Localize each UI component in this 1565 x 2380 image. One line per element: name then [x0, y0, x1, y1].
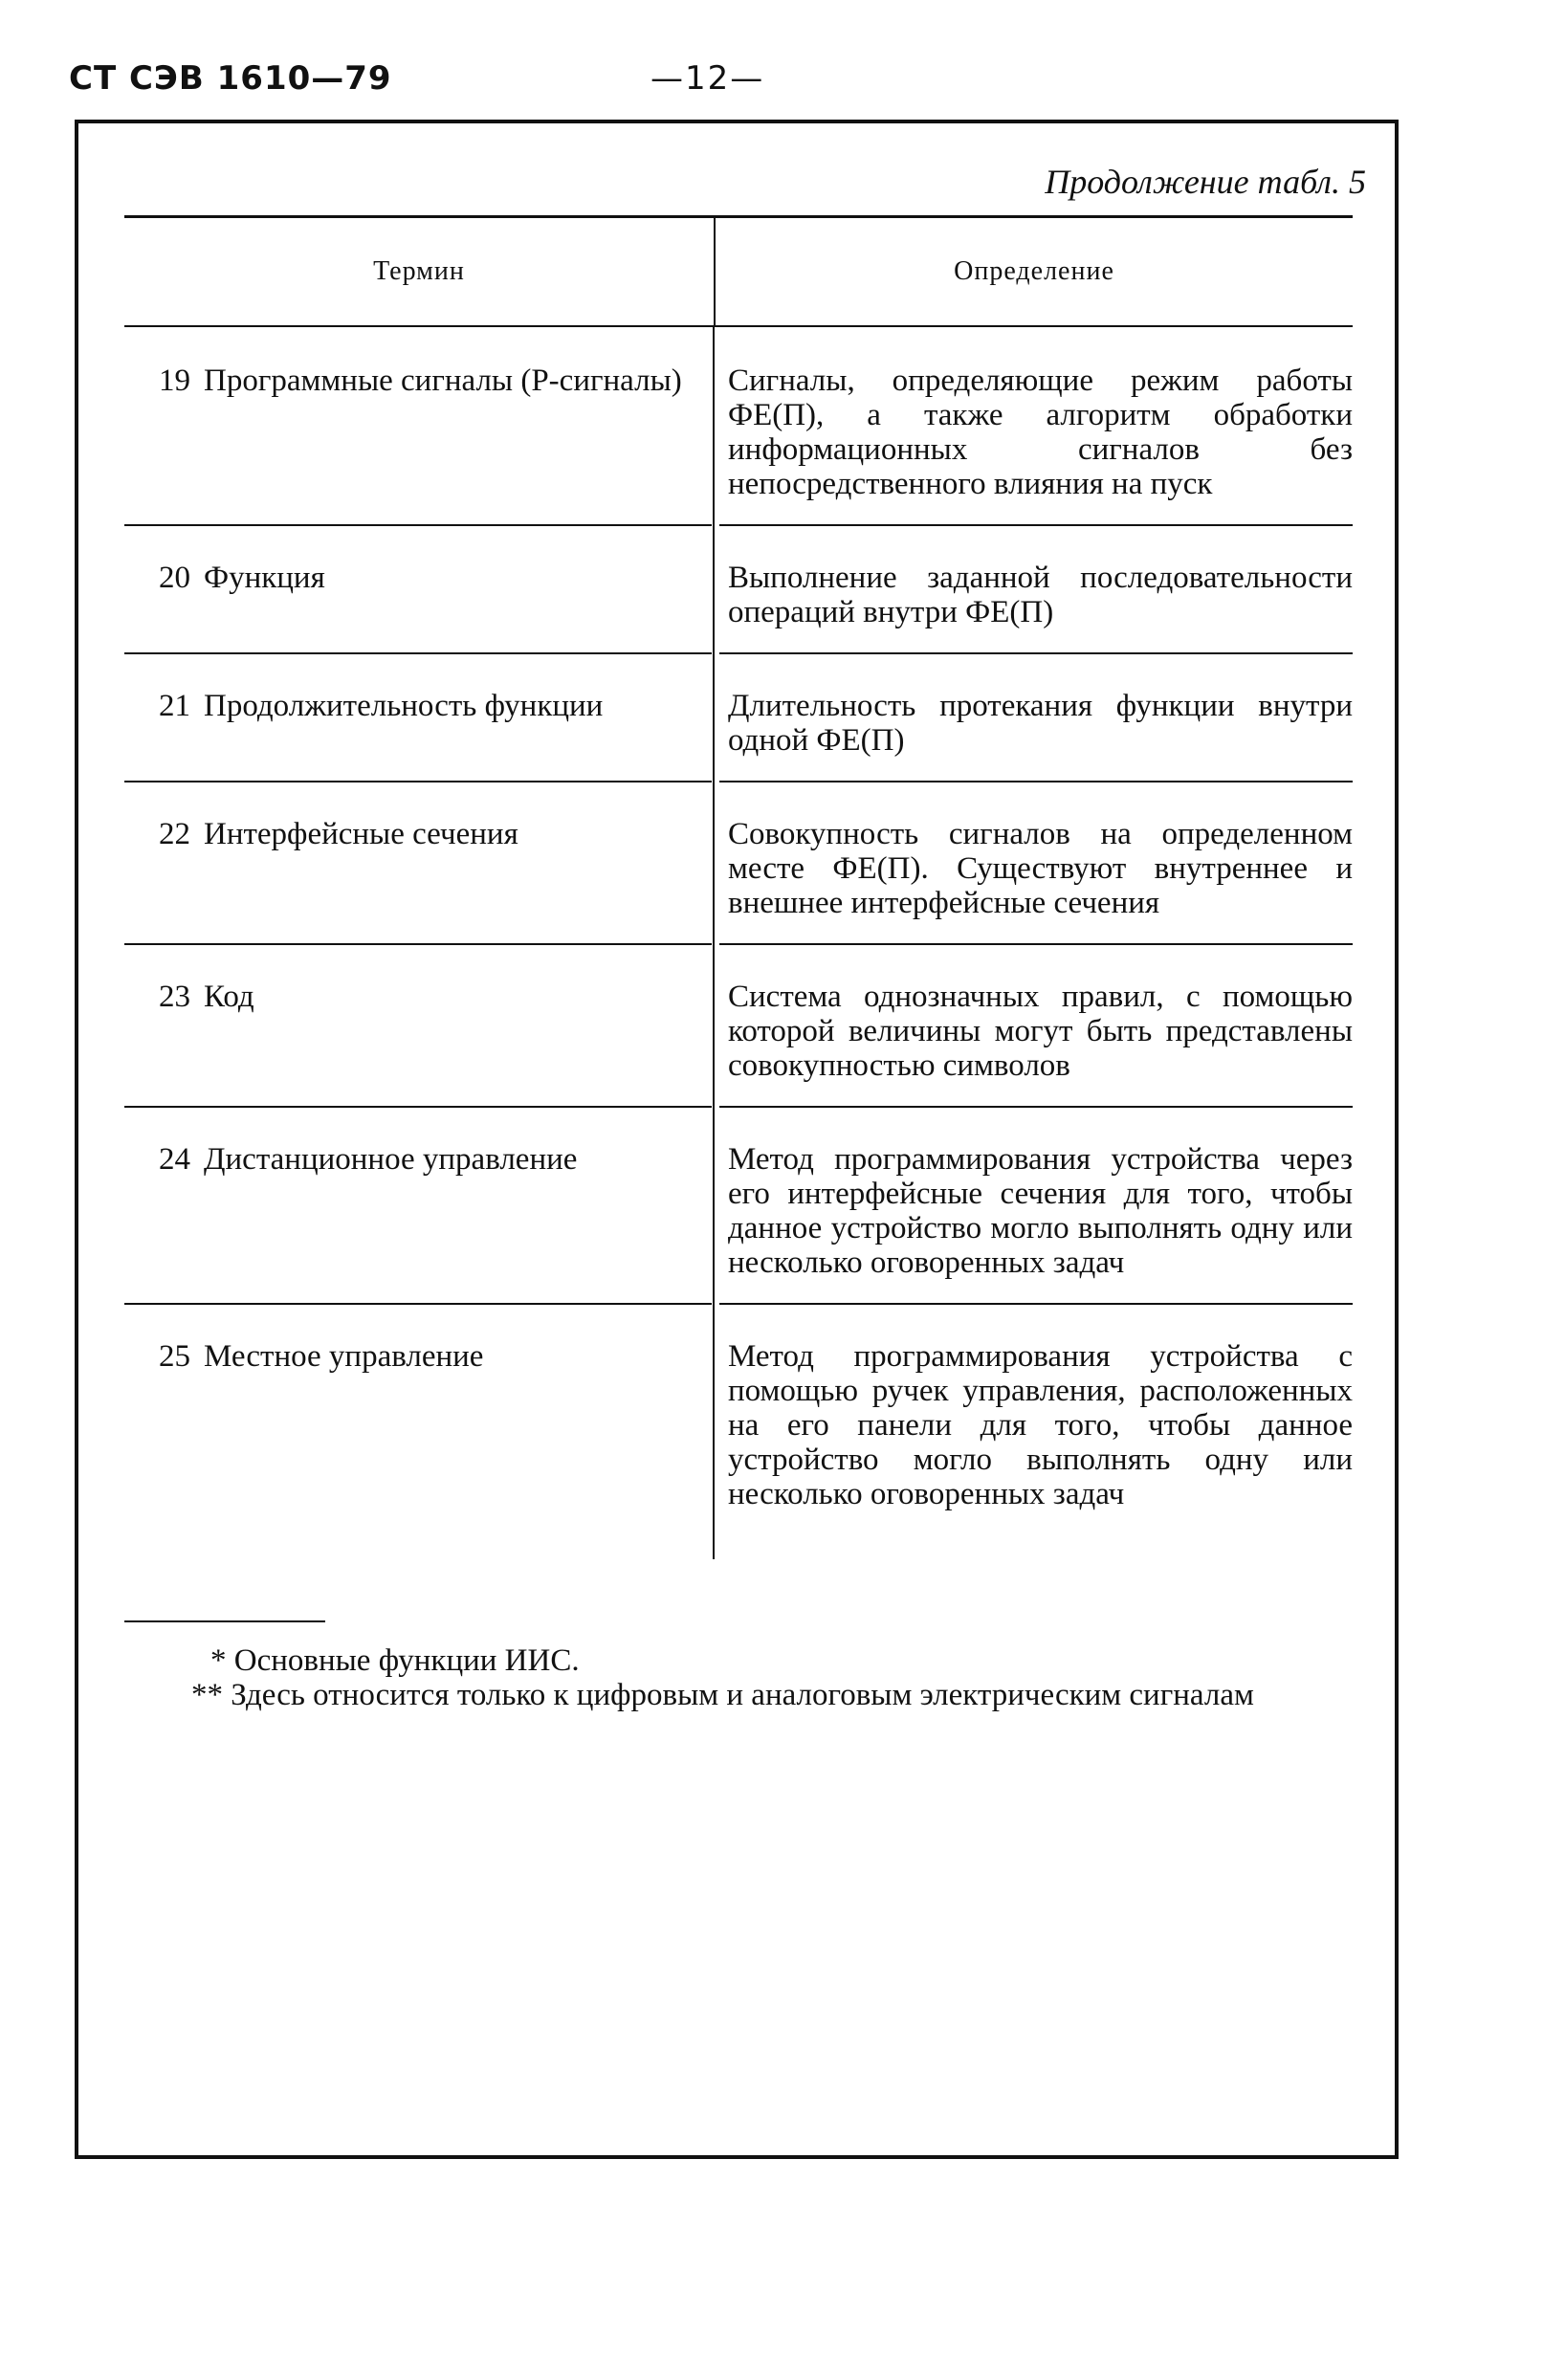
table-row: [124, 1106, 1353, 1303]
definition-cell: Метод программирования устройства с помощью ручек управления, расположенных на его панели для того, чтобы данное устройство могло выполнять одну или несколько оговоренных задач: [728, 1339, 1353, 1511]
term-text: Местное управление: [204, 1339, 484, 1374]
table-row: [124, 524, 1353, 652]
table-header: [124, 215, 1353, 327]
term-number: 22: [159, 817, 190, 851]
page-frame: [75, 120, 1399, 2159]
definition-cell: Совокупность сигналов на определенном месте ФЕ(П). Существуют внутреннее и внешнее интерфейсные сечения: [728, 817, 1353, 920]
term-number: 23: [159, 980, 190, 1014]
table-row: [124, 1303, 1353, 1559]
definition-cell: Длительность протекания функции внутри одной ФЕ(П): [728, 689, 1353, 758]
term-cell: [124, 327, 715, 524]
term-text: Интерфейсные сечения: [204, 817, 518, 851]
column-header-term: Термин: [124, 218, 716, 325]
table-row: [124, 781, 1353, 943]
column-header-definition: Определение: [954, 256, 1114, 286]
definition-cell: Система однозначных правил, с помощью которой величины могут быть представлены совокупностью символов: [728, 980, 1353, 1083]
page-number: —12—: [650, 59, 765, 98]
table-row: [124, 943, 1353, 1106]
term-number: 20: [159, 561, 190, 595]
term-number: 19: [159, 364, 190, 398]
term-cell: [124, 652, 715, 781]
term-cell: [124, 943, 715, 1106]
footnote-rule: [124, 1620, 325, 1622]
term-text: Дистанционное управление: [204, 1142, 578, 1177]
definition-cell: Метод программирования устройства через его интерфейсные сечения для того, чтобы данное устройство могло выполнять одну или несколько оговоренных задач: [728, 1142, 1353, 1280]
term-number: 21: [159, 689, 190, 723]
term-cell: [124, 524, 715, 652]
term-number: 24: [159, 1142, 190, 1177]
term-number: 25: [159, 1339, 190, 1374]
term-cell: [124, 1303, 715, 1559]
standard-code: СТ СЭВ 1610—79: [69, 59, 392, 98]
footnote-1: * Основные функции ИИС.: [210, 1643, 580, 1678]
term-text: Продолжительность функции: [204, 689, 604, 723]
table-row: [124, 327, 1353, 524]
table-continuation-caption: Продолжение табл. 5: [1045, 163, 1366, 201]
term-text: Программные сигналы (Р-сигналы): [204, 364, 682, 398]
footnotes: [124, 1620, 1353, 1712]
table-row: [124, 652, 1353, 781]
definition-cell: Сигналы, определяющие режим работы ФЕ(П), а также алгоритм обработки информационных сигналов без непосредственного влияния на пуск: [728, 364, 1353, 501]
footnote-2: ** Здесь относится только к цифровым и аналоговым электрическим сигналам: [191, 1678, 1254, 1712]
term-cell: [124, 1106, 715, 1303]
term-text: Код: [204, 980, 254, 1014]
term-cell: [124, 781, 715, 943]
terms-table: [124, 215, 1353, 1559]
term-text: Функция: [204, 561, 325, 595]
definition-cell: Выполнение заданной последовательности операций внутри ФЕ(П): [728, 561, 1353, 629]
